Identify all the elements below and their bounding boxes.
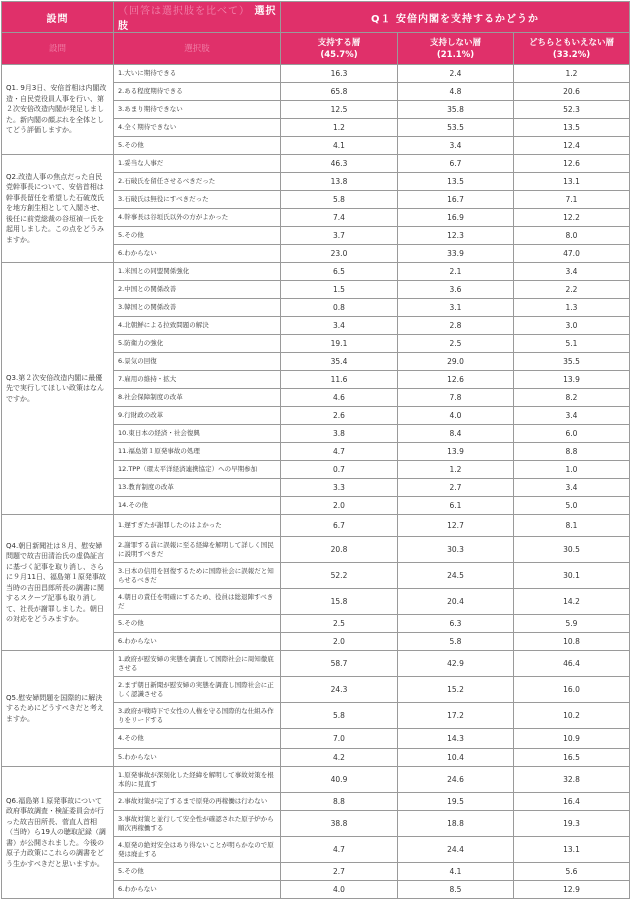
value-neither: 14.2	[514, 589, 630, 615]
table-row	[2, 515, 630, 537]
value-support: 2.5	[281, 615, 398, 633]
value-neither: 13.5	[514, 119, 630, 137]
option-label: 2.まず朝日新聞が慰安婦の実態を調査し国際社会に正しく認識させる	[114, 677, 281, 703]
value-support: 7.4	[281, 209, 398, 227]
value-neither: 10.8	[514, 633, 630, 651]
table-row	[2, 65, 630, 83]
value-support: 58.7	[281, 651, 398, 677]
value-neither: 12.9	[514, 881, 630, 899]
value-neither: 47.0	[514, 245, 630, 263]
option-label: 13.教育制度の改革	[114, 479, 281, 497]
group-support-pct: (45.7%)	[320, 49, 358, 60]
value-nonsupport: 24.6	[398, 767, 514, 793]
value-nonsupport: 14.3	[398, 729, 514, 749]
value-support: 4.7	[281, 443, 398, 461]
value-support: 1.2	[281, 119, 398, 137]
group-support	[281, 33, 398, 65]
option-label: 5.その他	[114, 227, 281, 245]
option-label: 3.韓国との関係改善	[114, 299, 281, 317]
value-nonsupport: 16.9	[398, 209, 514, 227]
option-label: 2.中国との関係改善	[114, 281, 281, 299]
value-neither: 5.6	[514, 863, 630, 881]
value-neither: 1.0	[514, 461, 630, 479]
value-neither: 3.4	[514, 407, 630, 425]
value-nonsupport: 18.8	[398, 811, 514, 837]
header-option-title: 選択肢	[118, 6, 277, 32]
option-label: 6.わからない	[114, 633, 281, 651]
group-neither	[514, 33, 630, 65]
value-support: 1.5	[281, 281, 398, 299]
value-nonsupport: 20.4	[398, 589, 514, 615]
option-label: 1.遅すぎたが謝罪したのはよかった	[114, 515, 281, 537]
value-neither: 1.3	[514, 299, 630, 317]
value-neither: 10.2	[514, 703, 630, 729]
value-neither: 13.9	[514, 371, 630, 389]
value-support: 5.8	[281, 703, 398, 729]
value-support: 4.0	[281, 881, 398, 899]
value-support: 0.8	[281, 299, 398, 317]
survey-body	[2, 65, 630, 899]
option-label: 5.防衛力の強化	[114, 335, 281, 353]
value-nonsupport: 17.2	[398, 703, 514, 729]
value-neither: 52.3	[514, 101, 630, 119]
option-label: 4.幹事長は谷垣氏以外の方がよかった	[114, 209, 281, 227]
option-label: 4.北朝鮮による拉致問題の解決	[114, 317, 281, 335]
value-support: 23.0	[281, 245, 398, 263]
value-neither: 1.2	[514, 65, 630, 83]
value-support: 4.1	[281, 137, 398, 155]
group-neither-label: どちらともいえない層	[528, 37, 614, 48]
option-label: 1.米国との同盟関係強化	[114, 263, 281, 281]
value-support: 12.5	[281, 101, 398, 119]
value-neither: 5.9	[514, 615, 630, 633]
option-label: 4.その他	[114, 729, 281, 749]
question-text: Q6.福島第１原発事故について政府事故調査・検証委員会が行った故吉田所長、菅直人首相（当時）ら19人の聴取記録（調書）が公開されました。今後の原子力政策にこれらの調書をどう生かすべきだと思いますか。	[2, 767, 114, 899]
value-support: 7.0	[281, 729, 398, 749]
value-support: 0.7	[281, 461, 398, 479]
option-label: 6.景気の回復	[114, 353, 281, 371]
value-support: 3.4	[281, 317, 398, 335]
value-neither: 3.4	[514, 263, 630, 281]
option-label: 1.原発事故が深刻化した経緯を解明して事故対策を根本的に見直す	[114, 767, 281, 793]
value-nonsupport: 24.4	[398, 837, 514, 863]
option-label: 3.石破氏は無役にすべきだった	[114, 191, 281, 209]
table-row	[2, 651, 630, 677]
value-nonsupport: 13.9	[398, 443, 514, 461]
value-nonsupport: 53.5	[398, 119, 514, 137]
value-nonsupport: 16.7	[398, 191, 514, 209]
option-label: 2.ある程度期待できる	[114, 83, 281, 101]
value-nonsupport: 12.6	[398, 371, 514, 389]
header-row-top	[2, 2, 630, 33]
value-nonsupport: 3.6	[398, 281, 514, 299]
value-neither: 8.0	[514, 227, 630, 245]
option-label: 6.わからない	[114, 881, 281, 899]
value-nonsupport: 6.7	[398, 155, 514, 173]
header-question-col	[2, 2, 114, 33]
value-support: 4.2	[281, 749, 398, 767]
option-label: 1.大いに期待できる	[114, 65, 281, 83]
value-nonsupport: 4.0	[398, 407, 514, 425]
value-support: 6.7	[281, 515, 398, 537]
table-row	[2, 767, 630, 793]
value-neither: 12.2	[514, 209, 630, 227]
value-nonsupport: 2.1	[398, 263, 514, 281]
option-label: 12.TPP（環太平洋経済連携協定）への早期参加	[114, 461, 281, 479]
option-label: 5.その他	[114, 615, 281, 633]
value-neither: 12.6	[514, 155, 630, 173]
option-label: 4.朝日の責任を明確にするため、役員は総退陣すべきだ	[114, 589, 281, 615]
header-row-groups	[2, 33, 630, 65]
option-label: 4.原発の絶対安全はあり得ないことが明らかなので原発は廃止する	[114, 837, 281, 863]
value-support: 3.8	[281, 425, 398, 443]
group-nonsupport	[398, 33, 514, 65]
group-neither-pct: (33.2%)	[552, 49, 591, 60]
value-neither: 20.6	[514, 83, 630, 101]
value-nonsupport: 3.4	[398, 137, 514, 155]
value-support: 13.8	[281, 173, 398, 191]
table-row	[2, 155, 630, 173]
group-nonsupport-pct: (21.1%)	[436, 49, 475, 60]
option-label: 4.全く期待できない	[114, 119, 281, 137]
option-label: 6.わからない	[114, 245, 281, 263]
question-text: Q2.改造人事の焦点だった自民党幹事長について、安倍首相は幹事長留任を希望した石破茂氏を地方創生相として入閣させ、後任に前党総裁の谷垣禎一氏を起用しました。この点をどうみますか。	[2, 155, 114, 263]
value-nonsupport: 2.4	[398, 65, 514, 83]
value-neither: 6.0	[514, 425, 630, 443]
value-support: 3.7	[281, 227, 398, 245]
value-support: 15.8	[281, 589, 398, 615]
option-label: 8.社会保障制度の改革	[114, 389, 281, 407]
value-support: 38.8	[281, 811, 398, 837]
header-q1-title: Q１ 安倍内閣を支持するかどうか	[281, 2, 630, 33]
value-nonsupport: 1.2	[398, 461, 514, 479]
value-nonsupport: 29.0	[398, 353, 514, 371]
value-nonsupport: 12.7	[398, 515, 514, 537]
option-label: 3.あまり期待できない	[114, 101, 281, 119]
table-row	[2, 263, 630, 281]
option-label: 2.石破氏を留任させるべきだった	[114, 173, 281, 191]
value-neither: 12.4	[514, 137, 630, 155]
value-nonsupport: 30.3	[398, 537, 514, 563]
option-label: 3.事故対策と並行して安全性が確認された原子炉から順次再稼働する	[114, 811, 281, 837]
value-support: 8.8	[281, 793, 398, 811]
option-label: 5.その他	[114, 137, 281, 155]
value-neither: 10.9	[514, 729, 630, 749]
question-text: Q1. 9月3日、安倍首相は内閣改造・自民党役員人事を行い、第２次安倍改造内閣が発足しました。新内閣の顔ぶれを全体としてどう評価しますか。	[2, 65, 114, 155]
header-faded-note: （回答は選択肢を比べて）	[118, 6, 250, 17]
value-support: 24.3	[281, 677, 398, 703]
option-label: 9.行財政の改革	[114, 407, 281, 425]
value-nonsupport: 2.5	[398, 335, 514, 353]
option-label: 1.政府が慰安婦の実態を調査して国際社会に周知徹底させる	[114, 651, 281, 677]
value-nonsupport: 2.8	[398, 317, 514, 335]
value-neither: 30.5	[514, 537, 630, 563]
value-neither: 8.1	[514, 515, 630, 537]
header-sub-left	[2, 33, 114, 65]
value-neither: 5.1	[514, 335, 630, 353]
value-nonsupport: 8.4	[398, 425, 514, 443]
value-nonsupport: 33.9	[398, 245, 514, 263]
value-support: 2.0	[281, 497, 398, 515]
value-support: 40.9	[281, 767, 398, 793]
value-neither: 2.2	[514, 281, 630, 299]
option-label: 3.日本の信用を回復するために国際社会に誤報だと知らせるべきだ	[114, 563, 281, 589]
survey-table	[1, 1, 630, 899]
value-support: 52.2	[281, 563, 398, 589]
option-label: 11.福島第１原発事故の処理	[114, 443, 281, 461]
option-label: 14.その他	[114, 497, 281, 515]
value-neither: 5.0	[514, 497, 630, 515]
header-option-col	[114, 2, 281, 33]
question-text: Q4.朝日新聞社は８月、慰安婦問題で故吉田清治氏の虚偽証言に基づく記事を取り消し、さらに９月11日、福島第１原発事故当時の吉田昌郎所長の調書に関するスクープ記事も取り消して、社長が謝罪しました。朝日の対応をどうみますか。	[2, 515, 114, 651]
option-label: 2.謝罪する前に誤報に至る経緯を解明して詳しく国民に説明すべきだ	[114, 537, 281, 563]
value-nonsupport: 6.1	[398, 497, 514, 515]
option-label: 2.事故対策が完了するまで原発の再稼働は行わない	[114, 793, 281, 811]
value-nonsupport: 12.3	[398, 227, 514, 245]
group-nonsupport-label: 支持しない層	[429, 37, 481, 48]
value-support: 2.0	[281, 633, 398, 651]
value-neither: 13.1	[514, 173, 630, 191]
value-nonsupport: 3.1	[398, 299, 514, 317]
value-neither: 8.8	[514, 443, 630, 461]
option-label: 5.その他	[114, 863, 281, 881]
value-nonsupport: 19.5	[398, 793, 514, 811]
header-question-title: 設問	[46, 13, 69, 25]
value-nonsupport: 5.8	[398, 633, 514, 651]
option-label: 10.東日本の経済・社会復興	[114, 425, 281, 443]
value-neither: 19.3	[514, 811, 630, 837]
option-label: 1.妥当な人事だ	[114, 155, 281, 173]
value-neither: 16.4	[514, 793, 630, 811]
value-neither: 32.8	[514, 767, 630, 793]
value-support: 46.3	[281, 155, 398, 173]
value-nonsupport: 6.3	[398, 615, 514, 633]
value-neither: 35.5	[514, 353, 630, 371]
value-support: 4.7	[281, 837, 398, 863]
value-support: 19.1	[281, 335, 398, 353]
option-label: 7.雇用の維持・拡大	[114, 371, 281, 389]
value-support: 6.5	[281, 263, 398, 281]
value-support: 2.7	[281, 863, 398, 881]
value-support: 4.6	[281, 389, 398, 407]
value-support: 5.8	[281, 191, 398, 209]
header-sub-right-label: 選択肢	[184, 43, 210, 54]
option-label: 3.政府が戦時下で女性の人権を守る国際的な仕組み作りをリードする	[114, 703, 281, 729]
question-text: Q5.慰安婦問題を国際的に解決するためにどうすべきだと考えますか。	[2, 651, 114, 767]
value-nonsupport: 4.1	[398, 863, 514, 881]
value-nonsupport: 7.8	[398, 389, 514, 407]
value-nonsupport: 35.8	[398, 101, 514, 119]
value-support: 65.8	[281, 83, 398, 101]
value-support: 35.4	[281, 353, 398, 371]
value-support: 3.3	[281, 479, 398, 497]
group-support-label: 支持する層	[317, 37, 361, 48]
value-neither: 30.1	[514, 563, 630, 589]
value-neither: 13.1	[514, 837, 630, 863]
value-nonsupport: 2.7	[398, 479, 514, 497]
value-neither: 46.4	[514, 651, 630, 677]
value-support: 16.3	[281, 65, 398, 83]
value-neither: 16.0	[514, 677, 630, 703]
option-label: 5.わからない	[114, 749, 281, 767]
value-neither: 7.1	[514, 191, 630, 209]
value-nonsupport: 10.4	[398, 749, 514, 767]
value-neither: 3.0	[514, 317, 630, 335]
value-support: 2.6	[281, 407, 398, 425]
value-neither: 3.4	[514, 479, 630, 497]
value-nonsupport: 24.5	[398, 563, 514, 589]
value-nonsupport: 15.2	[398, 677, 514, 703]
header-sub-right	[114, 33, 281, 65]
value-support: 20.8	[281, 537, 398, 563]
value-nonsupport: 4.8	[398, 83, 514, 101]
header-sub-left-label: 設問	[48, 43, 66, 54]
value-nonsupport: 42.9	[398, 651, 514, 677]
question-text: Q3.第２次安倍改造内閣に最優先で実行してほしい政策はなんですか。	[2, 263, 114, 515]
value-neither: 8.2	[514, 389, 630, 407]
value-nonsupport: 8.5	[398, 881, 514, 899]
value-neither: 16.5	[514, 749, 630, 767]
value-nonsupport: 13.5	[398, 173, 514, 191]
value-support: 11.6	[281, 371, 398, 389]
